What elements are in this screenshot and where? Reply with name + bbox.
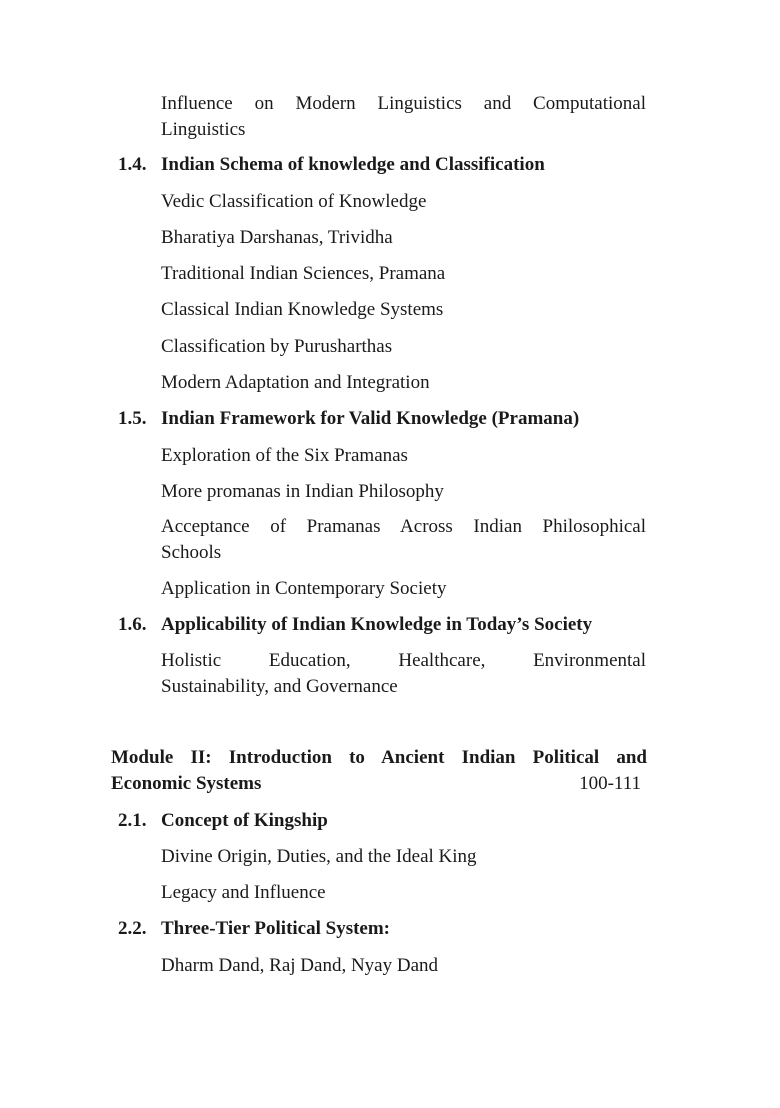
- toc-item: Exploration of the Six Pramanas: [161, 445, 408, 466]
- toc-item: Holistic Education, Healthcare, Environmental: [161, 650, 646, 671]
- toc-item: Traditional Indian Sciences, Pramana: [161, 263, 446, 284]
- section-number: 2.2.: [118, 918, 147, 939]
- module-heading: [111, 745, 647, 797]
- toc-item: Bharatiya Darshanas, Trividha: [161, 227, 393, 248]
- section-number: 2.1.: [118, 810, 147, 831]
- module-page-range: 100-111: [579, 773, 641, 794]
- section-heading: Indian Schema of knowledge and Classification: [161, 154, 545, 175]
- toc-item: Application in Contemporary Society: [161, 578, 447, 599]
- toc-item: More promanas in Indian Philosophy: [161, 481, 444, 502]
- toc-item: Modern Adaptation and Integration: [161, 372, 430, 393]
- section-heading: Concept of Kingship: [161, 810, 328, 831]
- section-heading: Three-Tier Political System:: [161, 918, 391, 939]
- section-heading: Applicability of Indian Knowledge in Today’s Society: [161, 614, 593, 635]
- toc-item: Acceptance of Pramanas Across Indian Philosophical: [161, 516, 646, 537]
- module-title-line1: Module II: Introduction to Ancient Indian Political and: [111, 747, 647, 768]
- toc-item-continued: Sustainability, and Governance: [161, 676, 398, 697]
- toc-item: Classification by Purusharthas: [161, 336, 393, 357]
- section-number: 1.5.: [118, 408, 147, 429]
- toc-item: Vedic Classification of Knowledge: [161, 191, 427, 212]
- section-number: 1.6.: [118, 614, 147, 635]
- toc-item-continued: Schools: [161, 542, 222, 563]
- toc-item: Legacy and Influence: [161, 882, 326, 903]
- toc-item: Dharm Dand, Raj Dand, Nyay Dand: [161, 955, 439, 976]
- toc-item: Influence on Modern Linguistics and Computational: [161, 93, 646, 114]
- toc-item: Classical Indian Knowledge Systems: [161, 299, 444, 320]
- toc-item-continued: Linguistics: [161, 119, 246, 140]
- module-title-line2: Economic Systems: [111, 773, 262, 794]
- section-number: 1.4.: [118, 154, 147, 175]
- section-heading: Indian Framework for Valid Knowledge (Pramana): [161, 408, 580, 429]
- toc-item: Divine Origin, Duties, and the Ideal King: [161, 846, 477, 867]
